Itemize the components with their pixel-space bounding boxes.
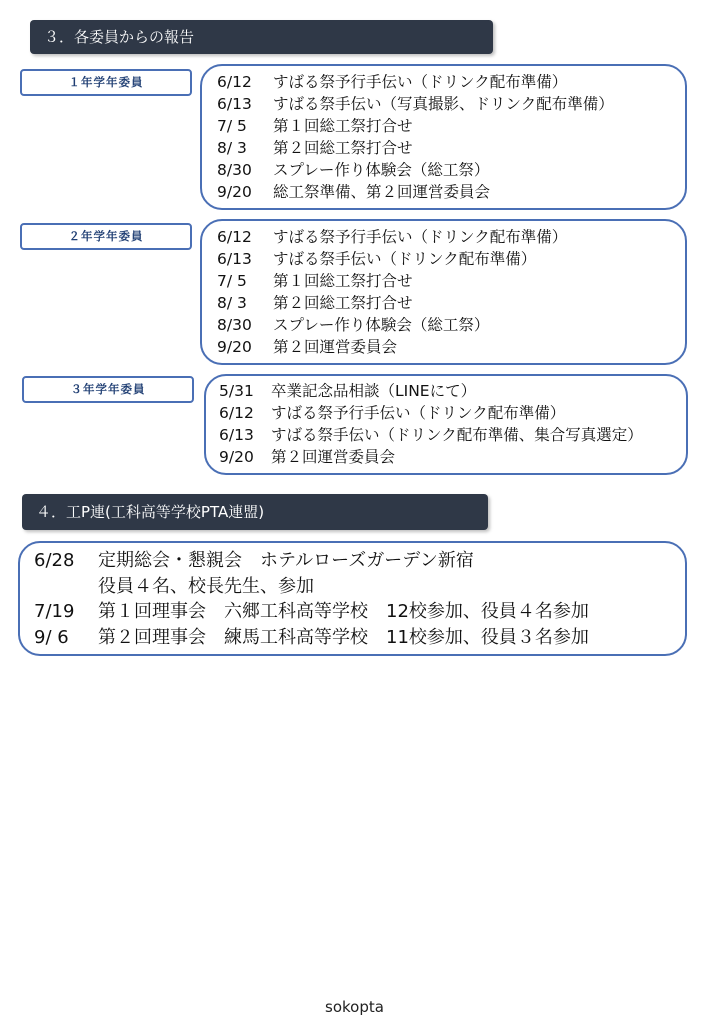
event-date: 6/13: [219, 426, 254, 444]
event-row: [217, 248, 685, 270]
event-date: 6/12: [219, 404, 254, 422]
pta-event-text: 役員４名、校長先生、参加: [98, 575, 314, 597]
event-row: [219, 380, 686, 402]
event-row: [217, 270, 685, 292]
event-date: 8/30: [217, 316, 252, 334]
pta-event-row: [34, 625, 685, 651]
pta-event-row: [34, 548, 685, 574]
event-text: 第２回総工祭打合せ: [273, 139, 413, 157]
event-date: 7/ 5: [217, 272, 247, 290]
pta-event-text: 第２回理事会 練馬工科高等学校 11校参加、役員３名参加: [98, 626, 589, 648]
event-text: すばる祭手伝い（ドリンク配布準備）: [273, 250, 537, 268]
event-text: すばる祭手伝い（写真撮影、ドリンク配布準備）: [273, 95, 614, 113]
event-date: 6/12: [217, 73, 252, 91]
pta-event-text: 第１回理事会 六郷工科高等学校 12校参加、役員４名参加: [98, 601, 589, 622]
pta-event-date: 6/28: [34, 550, 75, 571]
event-date: 9/20: [217, 183, 252, 201]
event-date: 6/13: [217, 95, 252, 113]
section-3-title: ３．各委員からの報告: [44, 28, 195, 46]
pta-federation-box: [18, 541, 687, 656]
footer-text: sokopta: [325, 998, 384, 1016]
section-4-header: [22, 494, 488, 530]
event-row: [217, 93, 685, 115]
event-date: 6/12: [217, 228, 252, 246]
event-date: 6/13: [217, 250, 252, 268]
event-row: [217, 181, 685, 203]
event-row: [217, 159, 685, 181]
committee-box-grade2: [200, 219, 687, 365]
committee-label-grade1: １年学年委員: [20, 69, 192, 96]
event-text: スプレー作り体験会（総工祭）: [273, 161, 490, 179]
committee-label-grade3: ３年学年委員: [22, 376, 194, 403]
event-text: 第２回運営委員会: [273, 338, 398, 356]
event-text: スプレー作り体験会（総工祭）: [273, 316, 490, 334]
event-row: [217, 292, 685, 314]
event-date: 9/20: [217, 338, 252, 356]
event-row: [217, 115, 685, 137]
event-row: [217, 137, 685, 159]
section-4-title: ４．工P連(工科高等学校PTA連盟): [36, 503, 265, 521]
pta-event-date: 7/19: [34, 601, 75, 622]
event-row: [217, 71, 685, 93]
event-row: [219, 424, 686, 446]
event-row: [217, 336, 685, 358]
committee-box-grade3: [204, 374, 688, 475]
event-row: [219, 402, 686, 424]
event-row: [217, 226, 685, 248]
event-date: 8/30: [217, 161, 252, 179]
section-3-header: [30, 20, 493, 54]
committee-label-grade2: ２年学年委員: [20, 223, 192, 250]
pta-event-row: [34, 574, 685, 600]
event-text: すばる祭手伝い（ドリンク配布準備、集合写真選定）: [271, 426, 643, 444]
pta-event-date: 9/ 6: [34, 626, 69, 648]
event-row: [217, 314, 685, 336]
event-text: 卒業記念品相談（LINEにて）: [271, 382, 477, 400]
event-text: 第１回総工祭打合せ: [273, 272, 413, 290]
event-text: すばる祭予行手伝い（ドリンク配布準備）: [273, 73, 568, 91]
event-date: 8/ 3: [217, 294, 247, 312]
pta-event-row: [34, 599, 685, 625]
event-date: 9/20: [219, 448, 254, 466]
pta-event-text: 定期総会・懇親会 ホテルローズガーデン新宿: [98, 550, 474, 571]
event-row: [219, 446, 686, 468]
event-text: 総工祭準備、第２回運営委員会: [273, 183, 491, 201]
event-date: 8/ 3: [217, 139, 247, 157]
event-text: すばる祭予行手伝い（ドリンク配布準備）: [271, 404, 566, 422]
event-text: 第２回総工祭打合せ: [273, 294, 413, 312]
event-date: 7/ 5: [217, 117, 247, 135]
event-text: 第１回総工祭打合せ: [273, 117, 413, 135]
event-text: 第２回運営委員会: [271, 448, 396, 466]
committee-box-grade1: [200, 64, 687, 210]
event-text: すばる祭予行手伝い（ドリンク配布準備）: [273, 228, 568, 246]
event-date: 5/31: [219, 382, 254, 400]
